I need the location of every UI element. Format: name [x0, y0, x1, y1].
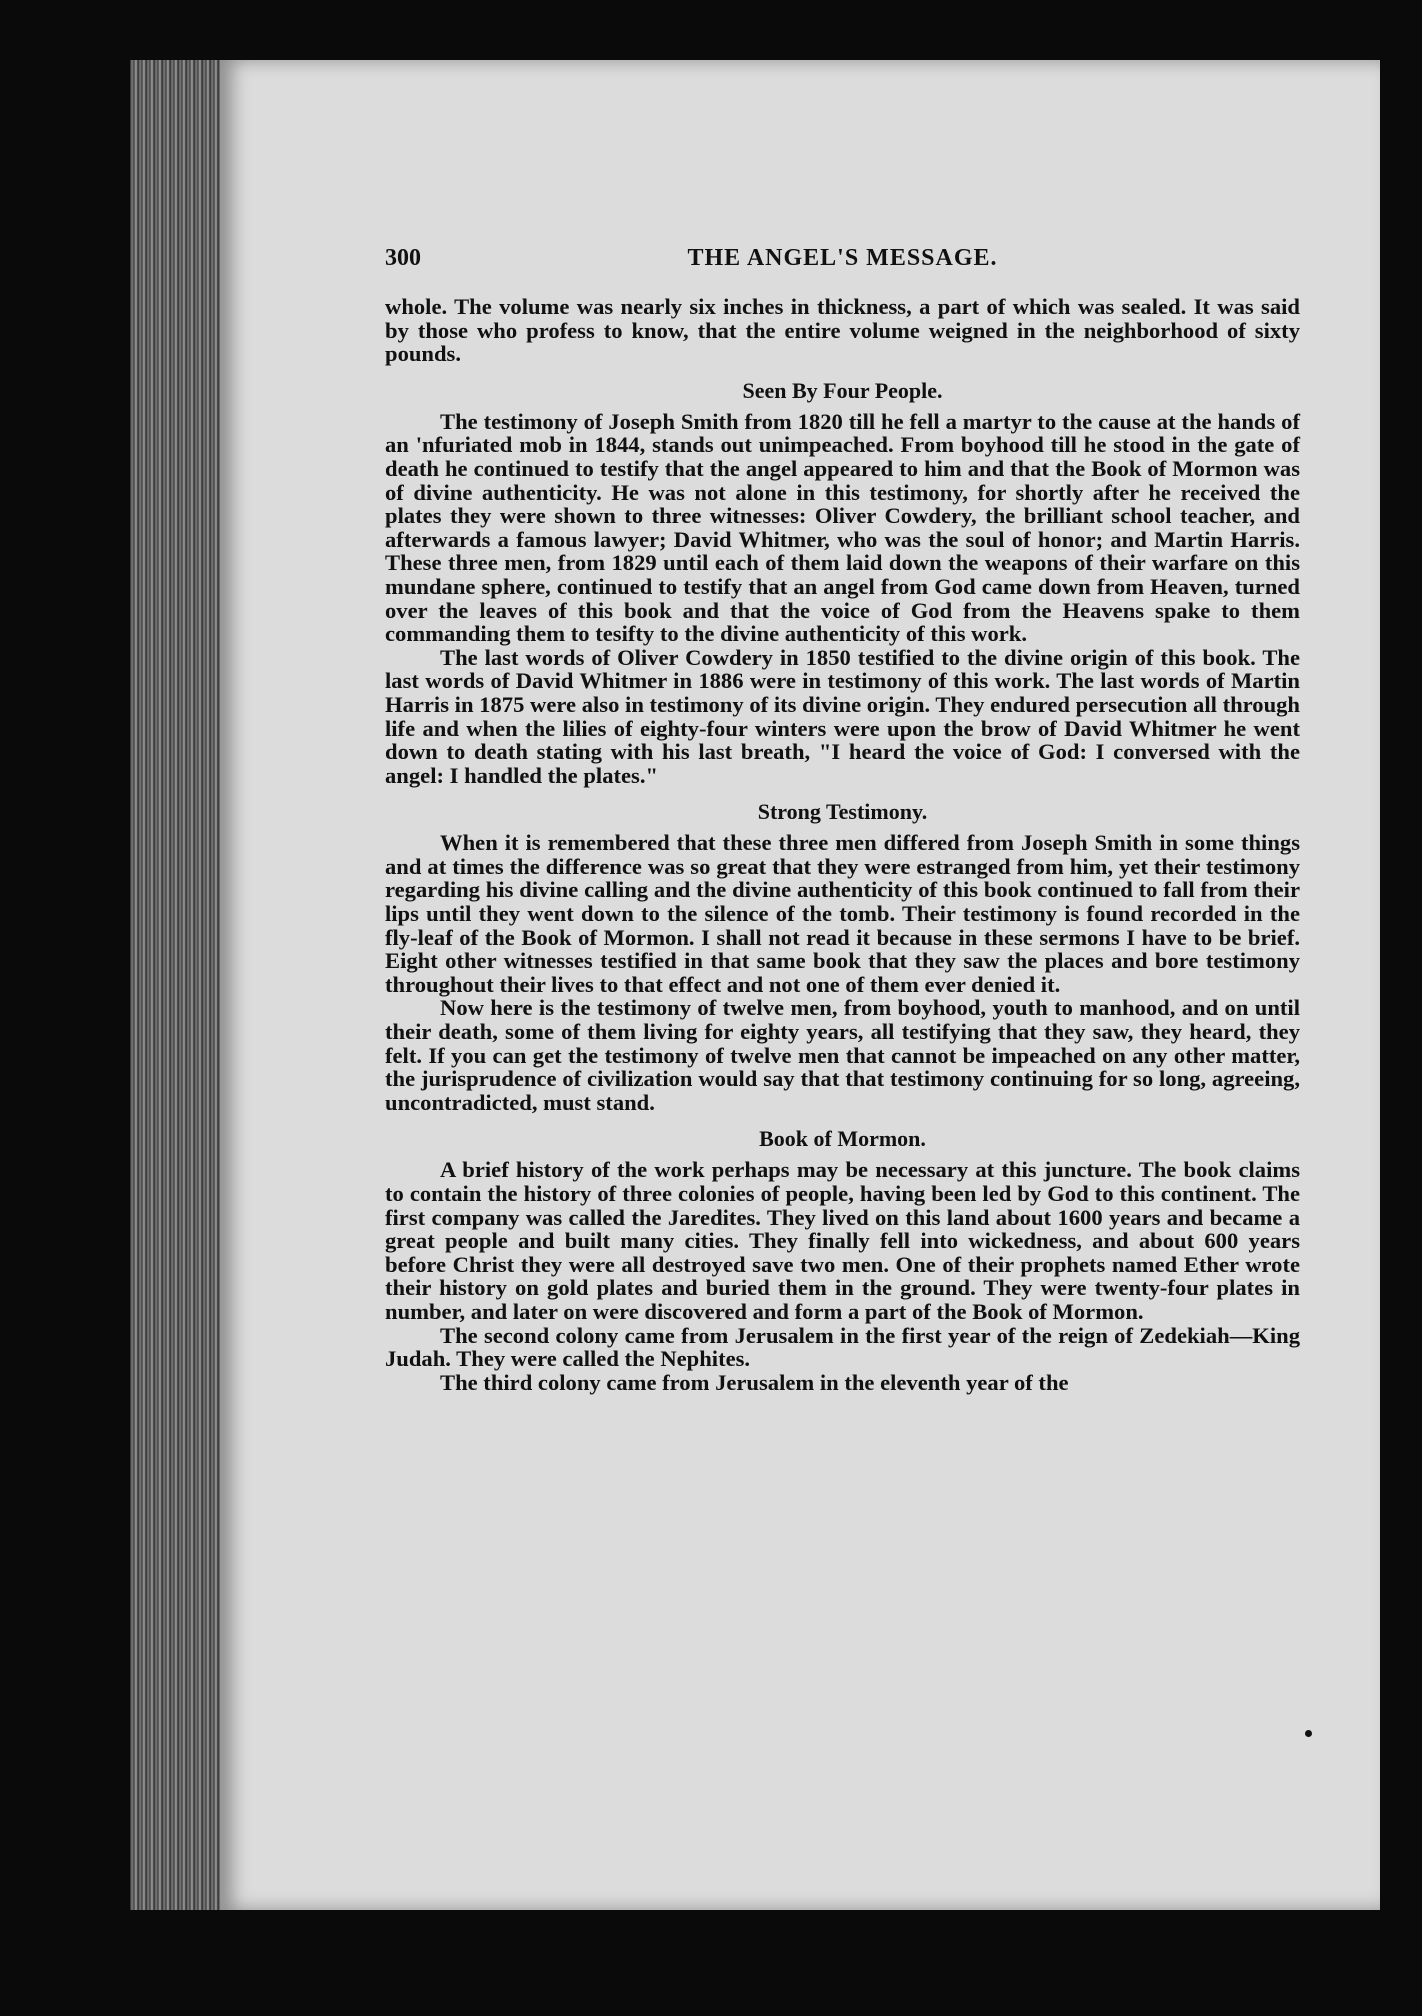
paragraph: A brief history of the work perhaps may be necessary at this juncture. The book claims to contain the history of three colonies of people, having been led by God to this continent. The first company was called the Jaredites. They lived on this land about 1600 years and became a great people and built many cities. They finally fell into wickedness, and about 600 years before Christ they were all destroyed save two men. One of their prophets named Ether wrote their history on gold plates and buried them in the ground. They were twenty-four plates in number, and later on were discovered and form a part of the Book of Mormon.: [385, 1157, 1300, 1324]
paragraph: whole. The volume was nearly six inches in thickness, a part of which was sealed. It was said by those who profess to know, that the entire volume weigned in the neighborhood of sixty pounds.: [385, 294, 1300, 367]
page-content: [385, 245, 1300, 1394]
section-heading: Seen By Four People.: [742, 377, 943, 403]
paragraph: When it is remembered that these three men differed from Joseph Smith in some things and at times the difference was so great that they were estranged from him, yet their testimony regarding his divine calling and the divine authenticity of this book continued to fall from their lips until they went down to the silence of the tomb. Their testimony is found recorded in the fly-leaf of the Book of Mormon. I shall not read it because in these sermons I have to be brief. Eight other witnesses testified in that same book that they saw the places and bore testimony throughout their lives to that effect and not one of them ever denied it.: [385, 830, 1300, 997]
running-head: [385, 245, 1300, 287]
paragraph: The second colony came from Jerusalem in the first year of the reign of Zedekiah—King Judah. They were called the Nephites.: [385, 1322, 1300, 1372]
book-page-edges: [130, 60, 230, 1910]
running-title: THE ANGEL'S MESSAGE.: [687, 245, 998, 271]
paragraph: Now here is the testimony of twelve men, from boyhood, youth to manhood, and on until their death, some of them living for eighty years, all testifying that they saw, they heard, they felt. If you can get the testimony of twelve men that cannot be impeached on any other matter, the jurisprudence of civilization would say that that testimony continuing for so long, agreeing, uncontradicted, must stand.: [385, 995, 1300, 1115]
paragraph: The last words of Oliver Cowdery in 1850 testified to the divine origin of this book. The last words of David Whitmer in 1886 were in testimony of this work. The last words of Martin Harris in 1875 were also in testimony of its divine origin. They endured persecution all through life and when the lilies of eighty-four winters were upon the brow of David Whitmer he went down to death stating with his last breath, "I heard the voice of God: I conversed with the angel: I handled the plates.": [385, 644, 1300, 788]
section-heading: Book of Mormon.: [759, 1126, 926, 1152]
paragraph: The third colony came from Jerusalem in the eleventh year of the: [440, 1369, 1069, 1395]
paragraph: The testimony of Joseph Smith from 1820 till he fell a martyr to the cause at the hands of an 'nfuriated mob in 1844, stands out unimpeached. From boyhood till he stood in the gate of death he continued to testify that the angel appeared to him and that the Book of Mormon was of divine authenticity. He was not alone in this testimony, for shortly after he received the plates they were shown to three witnesses: Oliver Cowdery, the brilliant school teacher, and afterwards a famous lawyer; David Whitmer, who was the soul of honor; and Martin Harris. These three men, from 1829 until each of them laid down the weapons of their warfare on this mundane sphere, continued to testify that an angel from God came down from Heaven, turned over the leaves of this book and that the voice of God from the Heavens spake to them commanding them to tesifty to the divine authenticity of this work.: [385, 408, 1300, 647]
ink-spot: [1305, 1730, 1312, 1737]
section-heading: Strong Testimony.: [757, 799, 928, 825]
page-number: 300: [385, 245, 421, 271]
